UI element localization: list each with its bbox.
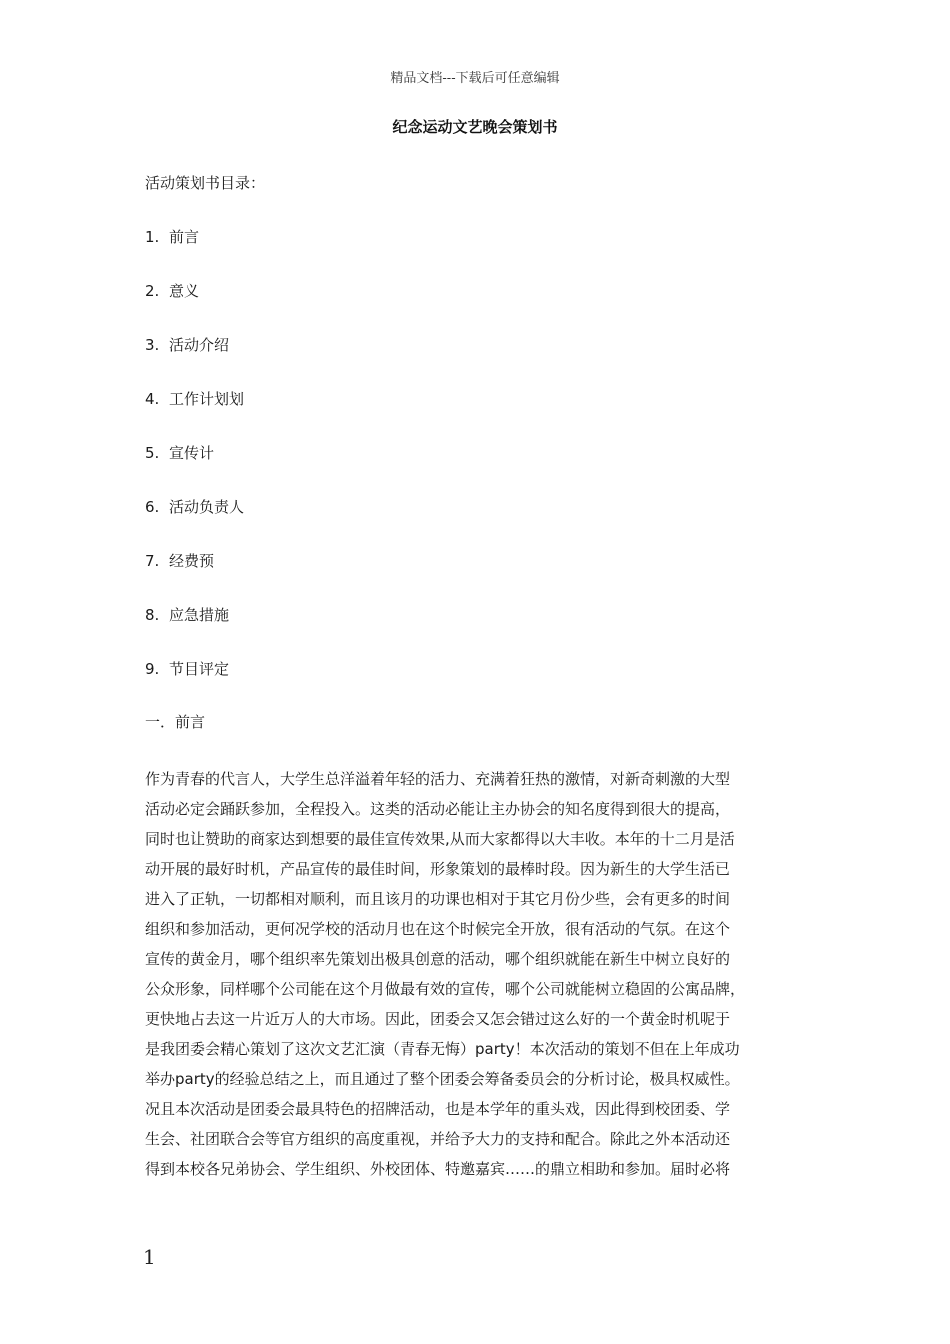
toc-item-number: 8. — [145, 606, 160, 624]
toc-item-label: 前言 — [169, 228, 200, 246]
paragraph-line: 同时也让赞助的商家达到想要的最佳宣传效果,从而大家都得以大丰收。本年的十二月是活 — [145, 830, 735, 848]
paragraph-line: 是我团委会精心策划了这次文艺汇演（青春无悔）party！本次活动的策划不但在上年成功 — [145, 1040, 740, 1058]
toc-item-label: 应急措施 — [169, 606, 230, 624]
toc-item-label: 节目评定 — [169, 660, 230, 678]
toc-item — [145, 388, 244, 409]
toc-item-number: 4. — [145, 390, 160, 408]
toc-item-number: 3. — [145, 336, 160, 354]
toc-item — [145, 280, 199, 301]
paragraph-line: 况且本次活动是团委会最具特色的招牌活动，也是本学年的重头戏，因此得到校团委、学 — [145, 1100, 731, 1118]
paragraph-line: 作为青春的代言人，大学生总洋溢着年轻的活力、充满着狂热的激情，对新奇刺激的大型 — [145, 770, 731, 788]
paragraph-line: 更快地占去这一片近万人的大市场。因此，团委会又怎会错过这么好的一个黄金时机呢于 — [145, 1010, 731, 1028]
page-header: 精品文档---下载后可任意编辑 — [390, 71, 560, 86]
paragraph-line: 公众形象，同样哪个公司能在这个月做最有效的宣传，哪个公司就能树立稳固的公寓品牌， — [145, 980, 746, 998]
toc-item-number: 2. — [145, 282, 160, 300]
toc-item-number: 7. — [145, 552, 160, 570]
section-heading: 一．前言 — [145, 713, 206, 731]
paragraph-line: 举办party的经验总结之上，而且通过了整个团委会筹备委员会的分析讨论，极具权威性。 — [145, 1070, 740, 1088]
toc-item-label: 活动介绍 — [169, 336, 230, 354]
toc-heading: 活动策划书目录： — [145, 174, 266, 192]
toc-item — [145, 334, 229, 355]
paragraph-line: 进入了正轨，一切都相对顺利，而且该月的功课也相对于其它月份少些，会有更多的时间 — [145, 890, 731, 908]
toc-item — [145, 226, 199, 247]
toc-item-number: 6. — [145, 498, 160, 516]
document-title: 纪念运动文艺晚会策划书 — [392, 118, 558, 136]
page-number: 1 — [143, 1245, 156, 1269]
toc-item-label: 宣传计 — [169, 444, 215, 462]
paragraph-line: 活动必定会踊跃参加，全程投入。这类的活动必能让主办协会的知名度得到很大的提高， — [145, 800, 731, 818]
paragraph-line: 动开展的最好时机，产品宣传的最佳时间，形象策划的最棒时段。因为新生的大学生活已 — [145, 860, 731, 878]
toc-item-number: 5. — [145, 444, 160, 462]
toc-item — [145, 658, 229, 679]
toc-item-number: 9. — [145, 660, 160, 678]
toc-item-label: 经费预 — [169, 552, 215, 570]
toc-item-label: 意义 — [169, 282, 200, 300]
paragraph-line: 生会、社团联合会等官方组织的高度重视，并给予大力的支持和配合。除此之外本活动还 — [145, 1130, 731, 1148]
toc-item-label: 活动负责人 — [169, 498, 245, 516]
toc-item-number: 1. — [145, 228, 160, 246]
body-paragraph — [145, 764, 809, 1184]
toc-item — [145, 604, 229, 625]
toc-item-label: 工作计划划 — [169, 390, 245, 408]
toc-item — [145, 496, 244, 517]
paragraph-line: 宣传的黄金月，哪个组织率先策划出极具创意的活动，哪个组织就能在新生中树立良好的 — [145, 950, 731, 968]
paragraph-line: 得到本校各兄弟协会、学生组织、外校团体、特邀嘉宾……的鼎立相助和参加。届时必将 — [145, 1160, 731, 1178]
toc-item — [145, 442, 214, 463]
paragraph-line: 组织和参加活动，更何况学校的活动月也在这个时候完全开放，很有活动的气氛。在这个 — [145, 920, 731, 938]
toc-item — [145, 550, 214, 571]
